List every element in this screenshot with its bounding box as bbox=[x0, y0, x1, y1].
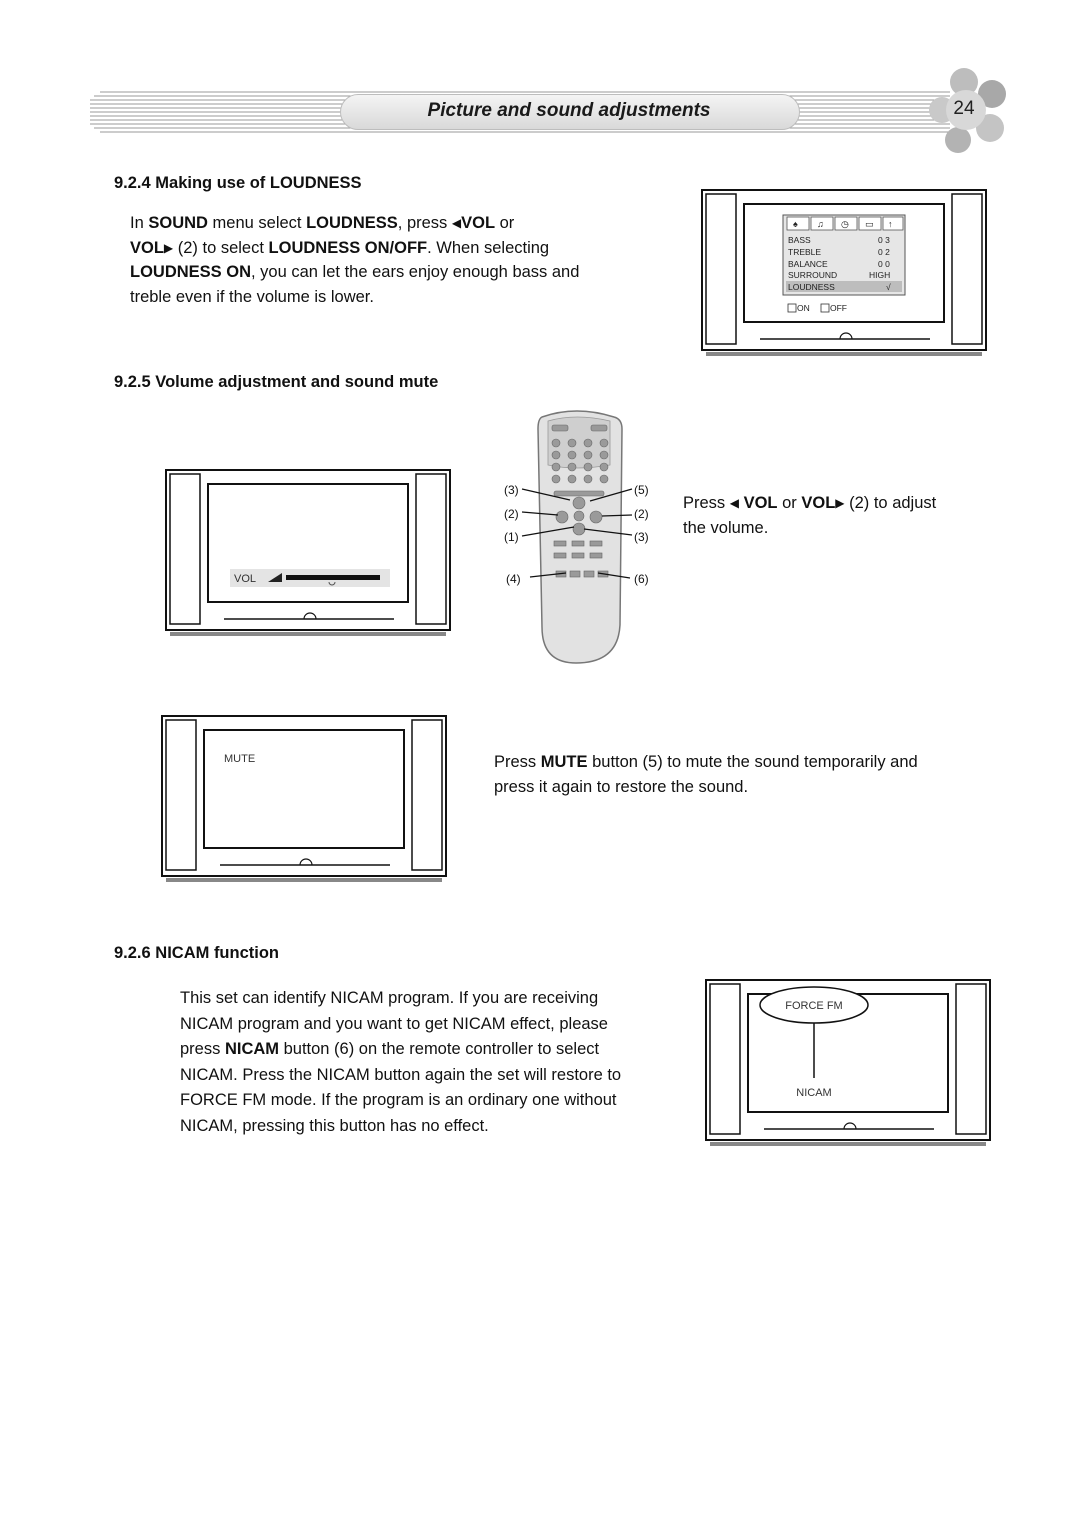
svg-text:♠: ♠ bbox=[793, 219, 798, 229]
page-title: Picture and sound adjustments bbox=[427, 100, 711, 121]
svg-text:♫: ♫ bbox=[817, 219, 824, 229]
right-arrow-icon: ▶ bbox=[835, 496, 845, 510]
remote-callout-3-left: (3) bbox=[504, 483, 519, 497]
remote-callout-2-right: (2) bbox=[634, 507, 649, 521]
remote-callout-2-left: (2) bbox=[504, 507, 519, 521]
force-fm-label: FORCE FM bbox=[785, 1000, 843, 1012]
svg-text:◷: ◷ bbox=[841, 219, 849, 229]
svg-text:▭: ▭ bbox=[865, 219, 874, 229]
remote-callout-3-right: (3) bbox=[634, 530, 649, 544]
mute-osd-label: MUTE bbox=[224, 753, 256, 765]
menu-on-label: ON bbox=[797, 303, 810, 313]
section-heading-volume: 9.2.5 Volume adjustment and sound mute bbox=[114, 373, 439, 391]
remote-callout-1-left: (1) bbox=[504, 530, 519, 544]
tv-volume-illustration bbox=[164, 468, 454, 638]
menu-row-loudness-label: LOUDNESS bbox=[788, 282, 835, 292]
page-number: 24 bbox=[953, 98, 975, 119]
left-arrow-icon: ◀ bbox=[451, 216, 462, 230]
nicam-paragraph: This set can identify NICAM program. If you are receiving NICAM program and you want to get NICAM effect, please press NICAM button (6) on the remote controller to select NICAM. Press the NICAM button again the set will restore to FORCE FM mode. If the program is an ordinary one without NICAM, pressing this button has no effect. bbox=[180, 989, 622, 1135]
menu-row-treble-value: 0 2 bbox=[878, 247, 890, 257]
menu-row-bass-label: BASS bbox=[788, 235, 811, 245]
mute-paragraph: Press MUTE button (5) to mute the sound temporarily and press it again to restore the sound. bbox=[494, 753, 918, 796]
menu-row-surround-value: HIGH bbox=[869, 270, 891, 280]
tv-sound-menu-illustration bbox=[700, 188, 990, 358]
nicam-osd-label: NICAM bbox=[796, 1087, 832, 1099]
svg-text:↑: ↑ bbox=[888, 219, 893, 229]
loudness-paragraph: In SOUND menu select LOUDNESS, press ◀VOL or VOL▶ (2) to select LOUDNESS ON/OFF. When selecting LOUDNESS ON, you can let the ears enjoy enough bass and treble even if the volume is lower. bbox=[130, 214, 580, 306]
right-arrow-icon: ▶ bbox=[163, 240, 174, 255]
volume-paragraph: Press ◀ VOL or VOL▶ (2) to adjust the volume. bbox=[683, 494, 937, 537]
volume-osd-label: VOL bbox=[234, 573, 257, 585]
menu-row-treble-label: TREBLE bbox=[788, 247, 822, 257]
remote-callout-4-left: (4) bbox=[506, 572, 521, 586]
remote-callout-5-right: (5) bbox=[634, 483, 649, 497]
section-heading-loudness: 9.2.4 Making use of LOUDNESS bbox=[114, 174, 362, 192]
menu-row-surround-label: SURROUND bbox=[788, 270, 838, 280]
menu-row-balance-value: 0 0 bbox=[878, 259, 890, 269]
left-arrow-icon: ◀ bbox=[729, 496, 739, 510]
tv-mute-illustration bbox=[160, 714, 450, 884]
menu-row-balance-label: BALANCE bbox=[788, 259, 828, 269]
menu-row-loudness-value: √ bbox=[886, 282, 891, 292]
tv-nicam-illustration bbox=[704, 978, 994, 1148]
section-heading-nicam: 9.2.6 NICAM function bbox=[114, 944, 280, 962]
menu-off-label: OFF bbox=[830, 303, 847, 313]
remote-callout-6-right: (6) bbox=[634, 572, 649, 586]
menu-row-bass-value: 0 3 bbox=[878, 235, 890, 245]
